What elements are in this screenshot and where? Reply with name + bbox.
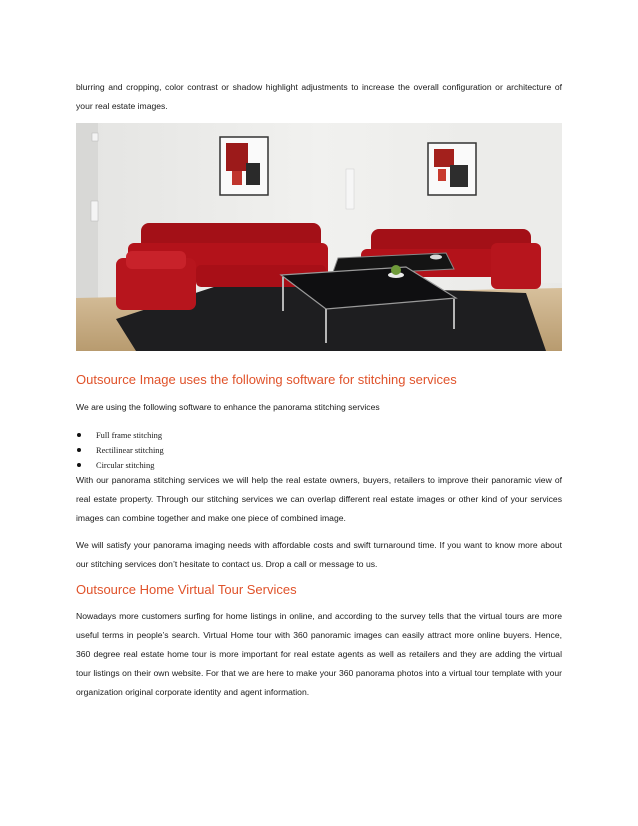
stitching-lead: We are using the following software to enhance the panorama stitching services bbox=[76, 402, 380, 412]
living-room-photo bbox=[76, 123, 562, 351]
list-item: Circular stitching bbox=[76, 458, 164, 473]
stitching-paragraph: With our panorama stitching services we will help the real estate owners, buyers, retailers to improve their panoramic view of real estate property. Through our stitching services we can overlap different real estate images or other kind of your services images can combine together and make one piece of combined image. bbox=[76, 475, 562, 523]
stitching-list bbox=[76, 428, 164, 473]
section-heading-stitching: Outsource Image uses the following software for stitching services bbox=[76, 372, 457, 387]
contact-paragraph: We will satisfy your panorama imaging needs with affordable costs and swift turnaround time. If you want to know more about our stitching services don’t hesitate to contact us. Drop a call or message to us. bbox=[76, 540, 562, 569]
virtual-tour-paragraph: Nowadays more customers surfing for home listings in online, and according to the survey tells that the virtual tours are more useful terms in people’s search. Virtual Home tour with 360 panoramic images can easily attract more online buyers. Hence, 360 degree real estate home tour is more important for real estate agents as well as retailers and they are adding the virtual tour listings on their own website. For that we are here to make your 360 panorama photos into a virtual tour template with your organization original corporate identity and agent information. bbox=[76, 611, 562, 697]
intro-paragraph: blurring and cropping, color contrast or shadow highlight adjustments to increase the overall configuration or architecture of your real estate images. bbox=[76, 82, 562, 111]
section-heading-virtual-tour: Outsource Home Virtual Tour Services bbox=[76, 582, 297, 597]
list-item: Rectilinear stitching bbox=[76, 443, 164, 458]
list-item: Full frame stitching bbox=[76, 428, 164, 443]
